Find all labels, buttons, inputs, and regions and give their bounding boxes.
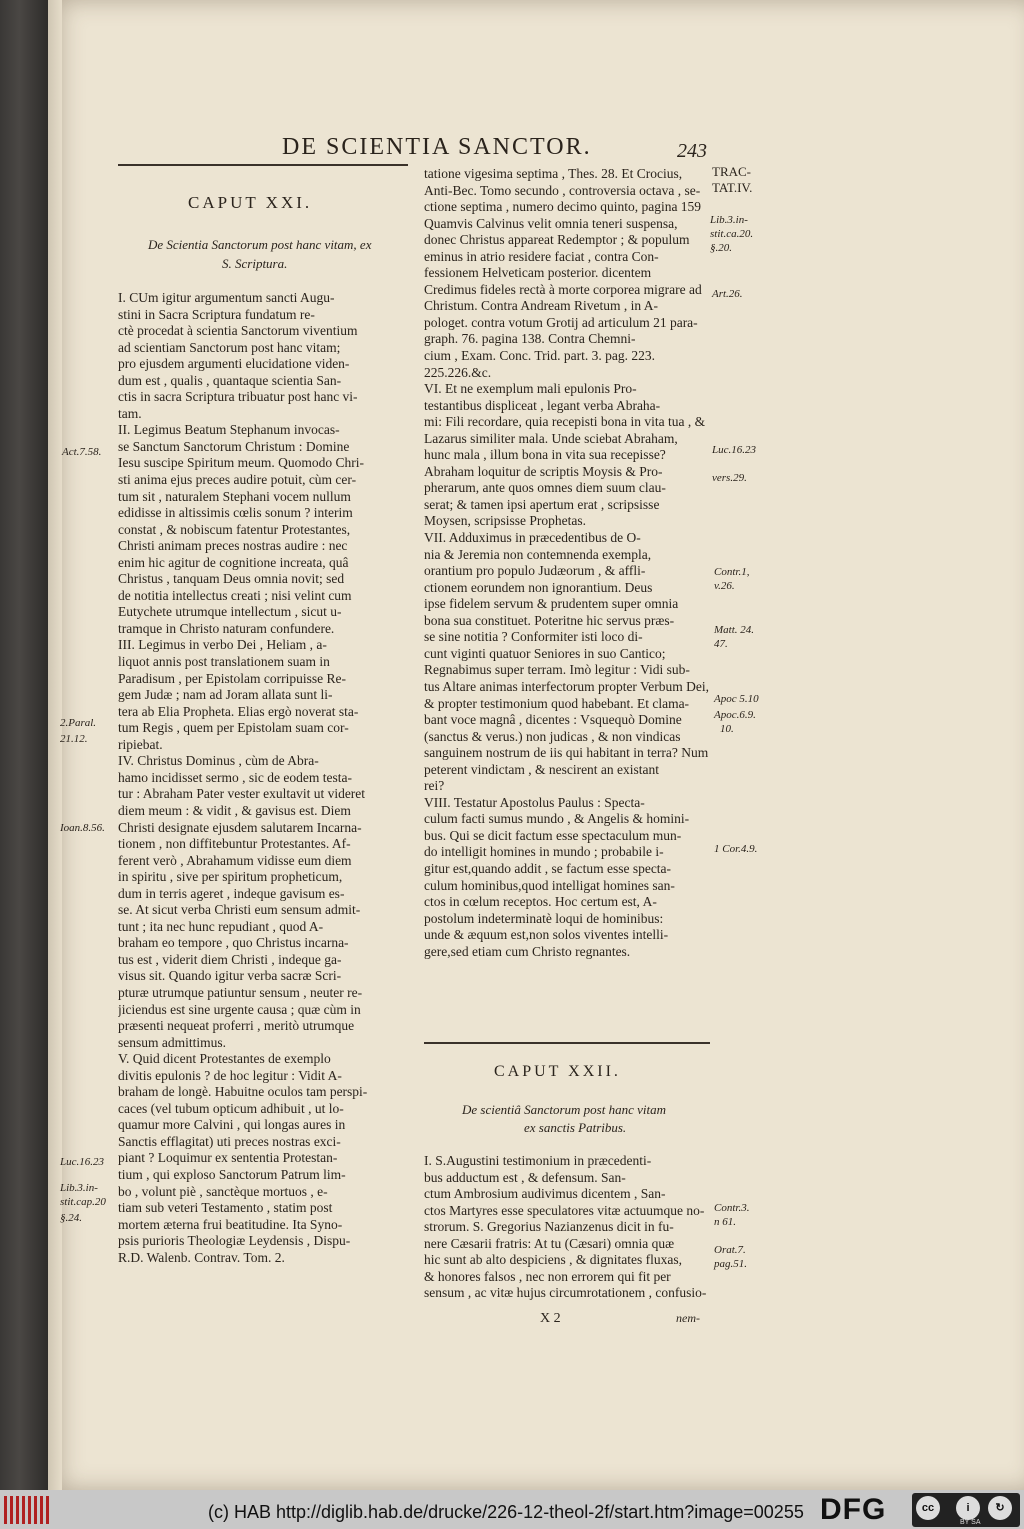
text-line: præsenti nequeat proferri , meritò utrumque [118,1018,355,1034]
tract-label: TAT.IV. [712,180,753,195]
text-line: fessionem Helveticam posterior. dicentem [424,265,652,281]
text-line: & propter testimonium quod habebant. Et clama- [424,695,690,711]
text-line: ad scientiam Sanctorum post hanc vitam; [118,339,341,355]
running-title: DE SCIENTIA SANCTOR. [282,134,592,160]
text-line: R.D. Walenb. Contrav. Tom. 2. [118,1249,285,1265]
text-line: IV. Christus Dominus , cùm de Abra- [118,753,319,769]
text-line: VIII. Testatur Apostolus Paulus : Specta- [424,794,645,810]
text-line: tum Regis , quem per Epistolam suam cor- [118,720,349,736]
margin-note: §.24. [60,1212,82,1224]
header-rule [118,164,408,166]
text-line: eminus in atrio residere faciat , contra Con- [424,248,659,264]
text-line: quamur more Calvini , qui longas aures in [118,1117,346,1133]
text-line: caces (vel tubum opticum adhibuit , ut lo- [118,1100,344,1116]
text-line: ripiebat. [118,736,163,752]
text-line: gitur est,quando addit , se factum esse specta- [424,860,672,876]
text-line: nia & Jeremia non contemnenda exempla, [424,546,652,562]
text-line: culum hominibus,quod intelligat homines san- [424,877,675,893]
text-line: tium , qui exploso Sanctorum Patrum lim- [118,1166,346,1182]
text-line: stini in Sacra Scriptura fundatum re- [118,306,315,322]
text-line: mortem æterna frui beatitudine. Ita Syno- [118,1216,343,1232]
text-line: bus adductum est , & defensum. San- [424,1169,626,1185]
text-line: diem meum : & vidit , & gavisus est. Diem [118,802,351,818]
text-line: Moysen, scripsisse Prophetas. [424,513,586,529]
signature-mark: X 2 [540,1311,561,1326]
text-line: cunt viginti quatuor Seniores in suo Cantico; [424,645,666,661]
text-line: bona sua constituet. Poteritne hic servus præs- [424,612,675,628]
margin-note: pag.51. [714,1258,747,1270]
text-line: bo , volunt piè , sanctèque mortuos , e- [118,1183,328,1199]
margin-note: Act.7.58. [62,446,102,458]
margin-note: §.20. [710,242,732,254]
text-line: sti anima ejus preces audire potuit, cùm cer- [118,472,357,488]
text-line: cium , Exam. Conc. Trid. part. 3. pag. 223. [424,348,655,364]
text-line: sensum , ac vitæ hujus circumrotationem , confusio- [424,1285,707,1301]
text-line: Christum. Contra Andream Rivetum , in A- [424,298,658,314]
text-line: V. Quid dicent Protestantes de exemplo [118,1051,331,1067]
text-line: Lazarus similiter mala. Unde sciebat Abraham, [424,430,678,446]
margin-note: Luc.16.23 [712,444,756,456]
margin-note: Contr.1, [714,566,750,578]
margin-note: 1 Cor.4.9. [714,843,758,855]
text-line: visus sit. Quando igitur verba sacræ Scri- [118,968,342,984]
text-line: tiam sub veteri Testamento , statim post [118,1200,333,1216]
text-line: Christi animam preces nostras audire : nec [118,538,348,554]
margin-note: Lib.3.in- [60,1182,98,1194]
margin-note: n 61. [714,1216,736,1228]
margin-note: 2.Paral. [60,717,97,729]
text-line: Eutychete utrumque intellectum , sicut u- [118,604,342,620]
left-text-column [118,290,408,1266]
text-line: strorum. S. Gregorius Nazianzenus dicit in fu- [424,1219,674,1235]
margin-note: 21.12. [60,733,88,745]
book-binding [0,0,48,1490]
text-line: jiciendus est sine urgente causa ; quæ cùm in [118,1001,361,1017]
text-line: Christus , tanquam Deus omnia novit; sed [118,571,345,587]
text-line: do intelligit homines in mundo ; probabile i- [424,844,664,860]
text-line: hunc mala , illum bona in vita sua recepisse? [424,447,666,463]
text-line: Quamvis Calvinus velit omnia teneri suspensa, [424,215,678,231]
chapter-subtitle: ex sanctis Patribus. [524,1120,627,1135]
text-line: I. CUm igitur argumentum sancti Augu- [118,290,335,305]
margin-note: Orat.7. [714,1244,746,1256]
text-line: in spiritu , sive per spiritum propheticum, [118,869,343,885]
text-line: enim hic agitur de cognitione increata, quâ [118,554,349,570]
text-line: (sanctus & verus.) non judicas , & non vindicas [424,728,681,744]
catchword: nem- [676,1311,700,1325]
text-line: ipse fidelem servum & prudentem super omnia [424,596,679,612]
text-line: Abraham loquitur de scriptis Moysis & Pro- [424,463,663,479]
text-line: ctum Ambrosium audivimus dicentem , San- [424,1186,666,1202]
text-line: pturæ utrumque patiuntur sensum , neuter re- [118,984,363,1000]
text-line: pherarum, ante quos omnes diem suum clau- [424,480,666,496]
text-line: de notitia intellectus creati ; nisi velint cum [118,587,352,603]
margin-note: stit.cap.20 [60,1196,106,1208]
text-line: III. Legimus in verbo Dei , Heliam , a- [118,637,327,653]
margin-note: Matt. 24. [714,624,755,636]
right-text-column [424,166,714,960]
text-line: se. At sicut verba Christi eum sensum admit- [118,902,361,918]
text-line: se sine notitia ? Conformiter isti loco di- [424,629,643,645]
text-line: ferent verò , Abrahamum vidisse eum diem [118,852,352,868]
text-line: tus est , viderit diem Christi , indeque ga- [118,951,342,967]
margin-note: stit.ca.20. [710,228,754,240]
text-line: ctos in cœlum receptos. Hoc certum est, A- [424,894,657,910]
text-line: tur : Abraham Pater vester exultavit ut videret [118,786,366,802]
text-line: tionem , non diffitebuntur Protestantes. Af- [118,836,351,852]
by-icon: i [956,1496,980,1520]
text-line: piant ? Loquimur ex sententia Protestan- [118,1150,338,1166]
text-line: Paradisum , per Epistolam corripuisse Re- [118,670,346,686]
text-line: tus Altare animas interfectorum propter Verbum Dei, [424,678,710,694]
text-line: unde & æquum est,non solos viventes intelli- [424,927,669,943]
text-line: graph. 76. pagina 138. Contra Chemni- [424,331,636,347]
margin-note: v.26. [714,580,735,592]
text-line: ctionem eorundem non ignorantium. Deus [424,579,653,595]
text-line: ctione septima , numero decimo quinto, pagina 159 [424,199,702,215]
text-line: Sanctis efflagitat) uti preces nostras exci- [118,1133,341,1149]
text-line: braham eo tempore , quo Christus incarna- [118,935,349,951]
text-line: & honores falsos , nec non errorem qui fit per [424,1268,671,1284]
text-line: donec Christus appareat Redemptor ; & populum [424,232,690,248]
text-line: gem Judæ ; nam ad Joram allata sunt li- [118,687,333,703]
margin-note: Art.26. [712,288,743,300]
margin-note: Contr.3. [714,1202,750,1214]
text-line: hamo incidisset sermo , sic de eodem testa- [118,769,352,785]
text-line: rei? [424,778,445,794]
margin-note: vers.29. [712,472,747,484]
text-line: Credimus fideles rectà à morte corporea migrare ad [424,281,702,297]
chapter-subtitle: S. Scriptura. [222,256,288,271]
text-line: culum facti sumus mundo , & Angelis & homini- [424,811,690,827]
margin-note: Apoc.6.9. [714,709,756,721]
copyright-link[interactable]: (c) HAB http://diglib.hab.de/drucke/226-12-theol-2f/start.htm?image=00255 [208,1502,804,1522]
page-edge [48,0,62,1490]
text-line: pologet. contra votum Grotij ad articulum 21 para- [424,314,698,330]
margin-note: 47. [714,638,728,650]
text-line: tramque in Christo naturam confundere. [118,620,335,636]
tract-label: TRAC- [712,164,751,179]
text-line: tam. [118,405,142,421]
text-line: psis purioris Theologiæ Leydensis , Dispu- [118,1233,351,1249]
margin-note: Apoc 5.10 [714,693,759,705]
text-line: tum sit , naturalem Stephani vocem nullum [118,488,351,504]
text-line: tera ab Elia Propheta. Elias ergò noverat sta- [118,703,359,719]
text-line: peterent vindictam , & nescirent an existant [424,761,660,777]
text-line: Regnabimus super terram. Imò legitur : Vidi sub- [424,662,690,678]
cc-icon: cc [916,1496,940,1520]
text-line: orantium pro populo Judæorum , & affli- [424,563,646,579]
chapter-title: CAPUT XXII. [494,1063,621,1080]
text-line: constat , & nobiscum fatentur Protestantes, [118,521,351,537]
text-line: serat; & tamen ipsi apertum erat , scripsisse [424,496,660,512]
text-line: bant voce magnâ , dicentes : Vsquequò Domine [424,712,682,728]
text-line: testantibus displiceat , legant verba Abraha- [424,397,661,413]
text-line: liquot annis post translationem suam in [118,654,330,670]
chapter-rule [424,1042,710,1044]
text-line: nere Cæsarii fratris: At tu (Cæsari) omnia quæ [424,1235,675,1251]
page-number: 243 [677,140,707,162]
text-line: I. S.Augustini testimonium in præcedenti- [424,1153,652,1168]
text-line: braham de longè. Habuitne oculos tam perspi- [118,1084,368,1100]
chapter-subtitle: De scientiâ Sanctorum post hanc vitam [462,1102,666,1117]
margin-note: Ioan.8.56. [60,822,105,834]
margin-note: Luc.16.23 [60,1156,104,1168]
text-line: divitis epulonis ? de hoc legitur : Vidit A- [118,1067,342,1083]
text-line: hic sunt ab alto despiciens , & dignitates fluxas, [424,1252,682,1268]
text-line: 225.226.&c. [424,364,492,380]
chapter-subtitle: De Scientia Sanctorum post hanc vitam, ex [148,237,372,252]
text-line: II. Legimus Beatum Stephanum invocas- [118,422,340,438]
text-line: ctis in sacra Scriptura tribuatur post hanc vi- [118,389,358,405]
barcode-icon [4,1496,52,1524]
text-line: se Sanctum Sanctorum Christum : Domine [118,438,350,454]
text-line: dum est , qualis , quantaque scientia San- [118,372,342,388]
text-line: sanguinem nostrum de iis qui habitant in terra? Num [424,745,709,761]
text-line: Iesu suscipe Spiritum meum. Quomodo Chri- [118,455,364,471]
text-line: edidisse in altissimis cœlis sonum ? interim [118,505,353,521]
text-line: tatione vigesima septima , Thes. 28. Et Crocius, [424,166,683,181]
text-line: VI. Et ne exemplum mali epulonis Pro- [424,381,637,397]
text-line: Christi designate ejusdem salutarem Incarna- [118,819,362,835]
text-line: tunt ; ita nec hunc repudiant , quod A- [118,918,324,934]
cc-label: BY SA [960,1519,981,1526]
text-line: ctè procedat à scientia Sanctorum viventium [118,323,358,339]
text-line: pro ejusdem argumenti elucidatione viden- [118,356,350,372]
right-text-column-lower [424,1153,714,1302]
text-line: dum in terris ageret , indeque gavisum es- [118,885,345,901]
margin-note: Lib.3.in- [710,214,748,226]
text-line: mi: Fili recordare, quia recepisti bona in vita tua , & [424,414,706,430]
dfg-logo: DFG [820,1493,887,1526]
text-line: ctos Martyres esse speculatores vitæ actuumque no- [424,1202,705,1218]
text-line: postolum indeterminatè loqui de hominibus: [424,910,664,926]
text-line: sensum admittimus. [118,1034,226,1050]
text-line: VII. Adduximus in præcedentibus de O- [424,530,641,546]
text-line: Anti-Bec. Tomo secundo , controversia octava , se- [424,182,701,198]
sa-icon: ↻ [988,1496,1012,1520]
chapter-title: CAPUT XXI. [188,193,313,212]
cc-license-badge[interactable] [912,1493,1020,1527]
text-line: gere,sed etiam cum Christo regnantes. [424,943,631,959]
margin-note: 10. [720,723,734,735]
text-line: bus. Qui se dicit factum esse spectaculum mun- [424,827,682,843]
